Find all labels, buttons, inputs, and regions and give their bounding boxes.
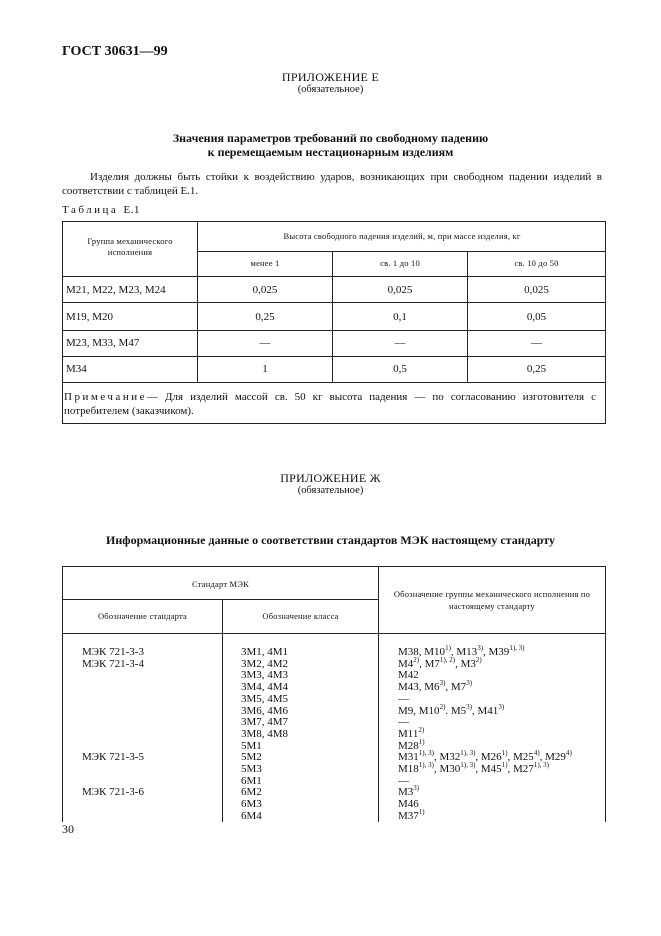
footnote-marker: 1), 3) — [533, 761, 549, 770]
footnote-marker: 3) — [498, 702, 505, 711]
table-zh-class-value: 3М2, 4М2 — [241, 657, 289, 670]
table-zh-group-value — [398, 702, 605, 718]
table-zh-standard-name: МЭК 721-3-5 — [82, 751, 144, 764]
table-zh-header-iec: Стандарт МЭК — [191, 579, 249, 589]
appendix-e-title: ПРИЛОЖЕНИЕ Е — [281, 70, 380, 84]
table-e1-cell-value: 1 — [262, 363, 268, 375]
table-e1-cell-group: М19, М20 — [66, 311, 114, 323]
group-text: , М30 — [433, 763, 461, 776]
footnote-marker: 1) — [501, 749, 508, 758]
group-text: — — [398, 774, 409, 787]
group-text: , М27 — [507, 763, 534, 776]
group-text: М31 — [398, 751, 419, 764]
table-e1-cell-value: — — [394, 337, 406, 349]
group-text: М42 — [398, 669, 419, 682]
footnote-marker: 3) — [466, 702, 473, 711]
table-e1-cell-group: М21, М22, М23, М24 — [66, 284, 166, 296]
appendix-e-heading-line1: Значения параметров требований по свободному падению — [172, 131, 489, 145]
table-zh-group-value — [398, 807, 605, 823]
appendix-zh-status: (обязательное) — [297, 485, 364, 496]
group-text: М4 — [398, 657, 414, 670]
footnote-marker: 1), 3) — [509, 644, 525, 652]
footnote-marker: 4) — [565, 749, 572, 758]
group-text: М3 — [398, 786, 414, 799]
table-zh-group-value — [398, 655, 605, 671]
group-text: . М5 — [445, 704, 467, 717]
table-zh-group-value — [398, 761, 605, 776]
page-number: 30 — [62, 822, 74, 836]
table-zh-group-value — [398, 679, 605, 694]
table-e1-cell-group: М34 — [66, 363, 87, 375]
footnote-marker: 1) — [445, 644, 451, 652]
table-e1-note — [64, 390, 596, 418]
footnote-marker: 1), 3) — [460, 749, 476, 758]
footnote-marker: 1) — [418, 737, 425, 746]
group-text: , М25 — [507, 751, 534, 764]
table-zh-group-value — [398, 725, 605, 741]
table-zh-group-value — [398, 784, 605, 799]
table-e1-label-number: Е.1 — [123, 204, 141, 216]
footnote-marker: 3) — [413, 784, 420, 793]
table-zh-class-value: 3М3, 4М3 — [241, 669, 289, 682]
table-e1-subheader: св. 10 до 50 — [514, 258, 559, 268]
table-e1-cell-group: М23, М33, М47 — [66, 337, 140, 349]
group-text: , М26 — [475, 751, 502, 764]
footnote-marker: 4) — [533, 749, 540, 758]
footnote-marker: 1) — [501, 761, 508, 770]
group-text: , М41 — [472, 704, 499, 717]
table-e1-cell-value: — — [531, 337, 542, 349]
group-text: — — [398, 716, 409, 729]
group-text: М37 — [398, 809, 419, 822]
table-zh-class-value: 6М1 — [241, 774, 262, 787]
group-text: М18 — [398, 763, 419, 776]
table-zh-class-value: 5М2 — [241, 751, 262, 764]
table-e1-header-group: Группа механического исполнения — [87, 236, 173, 257]
footnote-marker: 3) — [477, 644, 484, 652]
table-zh-class-value: 3М7, 4М7 — [241, 716, 289, 729]
table-zh-standard-name: МЭК 721-3-6 — [82, 786, 144, 799]
group-text: , М29 — [539, 751, 566, 764]
table-zh-group-value — [398, 799, 605, 811]
group-text: М38, М10 — [398, 646, 446, 658]
group-text: , М7 — [419, 657, 440, 670]
table-zh-class-value: 6М3 — [241, 798, 262, 811]
table-e1-subheader: св. 1 до 10 — [380, 258, 420, 268]
appendix-e-heading-line2: к перемещаемым нестационарным изделиям — [207, 145, 454, 159]
group-text: М46 — [398, 798, 419, 811]
table-zh-class-value: 3М1, 4М1 — [241, 646, 289, 658]
group-text: М11 — [398, 727, 419, 740]
appendix-zh-title: ПРИЛОЖЕНИЕ Ж — [280, 471, 381, 485]
appendix-e-status: (обязательное) — [297, 84, 364, 95]
group-text: , М45 — [475, 763, 502, 776]
table-zh-class-value: 3М6, 4М6 — [241, 704, 289, 717]
group-text: М43, М6 — [398, 681, 440, 694]
table-zh-standard-column — [82, 647, 220, 827]
group-text: , М3 — [455, 657, 476, 670]
footnote-marker: 3) — [439, 679, 446, 688]
table-zh-header-group: Обозначение группы механического исполнения по настоящему стандарту — [393, 589, 591, 611]
appendix-zh-heading: Информационные данные о соответствии стандартов МЭК настоящему стандарту — [106, 533, 555, 547]
footnote-marker: 2) — [418, 725, 425, 734]
table-e1-subheader: менее 1 — [250, 258, 280, 268]
footnote-marker: 1) — [418, 807, 425, 816]
footnote-marker: 2) — [475, 655, 482, 664]
table-e1-cell-value: 0,1 — [393, 311, 407, 323]
table-e1-cell-value: 0,025 — [252, 284, 278, 296]
group-text: — — [398, 692, 409, 705]
table-zh-class-value: 3М4, 4М4 — [241, 681, 289, 694]
table-zh-group-column — [398, 644, 605, 823]
table-zh-class-value: 6М2 — [241, 786, 262, 799]
document-header: ГОСТ 30631—99 — [62, 44, 168, 59]
table-zh-class-value: 5М1 — [241, 739, 262, 752]
group-text: , М39 — [483, 646, 510, 658]
group-text: , М32 — [433, 751, 461, 764]
table-e1-cell-value: — — [259, 337, 271, 349]
table-zh-standard-name: МЭК 721-3-3 — [82, 646, 144, 658]
footnote-marker: 1), 2) — [439, 655, 456, 664]
table-zh-class-value: 3М8, 4М8 — [241, 727, 289, 740]
table-e1-cell-value: 0,25 — [255, 311, 275, 323]
table-e1-cell-value: 0,025 — [524, 284, 549, 296]
table-e1-note-prefix: Примечание — [64, 391, 147, 403]
footnote-marker: 1), 3) — [460, 761, 476, 770]
group-text: М28 — [398, 739, 419, 752]
table-zh-class-column — [241, 647, 376, 823]
group-text: М9, М10 — [398, 704, 440, 717]
table-e1-cell-value: 0,025 — [387, 284, 413, 296]
table-e1-label-word: Таблица — [62, 204, 119, 216]
table-zh-header-class: Обозначение класса — [262, 611, 339, 621]
table-e1-cell-value: 0,05 — [526, 311, 547, 323]
table-e1-cell-value: 0,5 — [393, 363, 407, 375]
table-zh-header-standard: Обозначение стандарта — [97, 611, 188, 621]
table-zh-class-value: 5М3 — [241, 763, 262, 776]
table-zh-class-value: 3М5, 4М5 — [241, 692, 289, 705]
table-e1-label — [62, 204, 140, 216]
table-e1-header-height: Высота свободного падения изделий, м, при массе изделия, кг — [283, 231, 521, 241]
table-zh-group-value — [398, 776, 605, 788]
group-text: , М7 — [445, 681, 467, 694]
table-zh-standard-name: МЭК 721-3-4 — [82, 657, 144, 670]
table-e1-cell-value: 0,25 — [526, 363, 547, 375]
appendix-e-paragraph: Изделия должны быть стойки к воздействию ударов, возникающих при свободном падении изделий в соответствии с таблицей Е.1. — [62, 171, 602, 197]
footnote-marker: 3) — [466, 679, 473, 688]
footnote-marker: 1), 3) — [418, 761, 434, 770]
footnote-marker: 2) — [413, 655, 420, 664]
group-text: , М13 — [450, 646, 478, 658]
footnote-marker: 2) — [439, 702, 446, 711]
footnote-marker: 1), 3) — [418, 749, 434, 758]
table-e1-note-text: — Для изделий массой св. 50 кг высота падения — по согласованию изготовителя с потребителем (заказчиком). — [64, 391, 596, 417]
table-zh-group-value — [398, 717, 605, 729]
table-zh-class-value: 6М4 — [241, 809, 262, 822]
